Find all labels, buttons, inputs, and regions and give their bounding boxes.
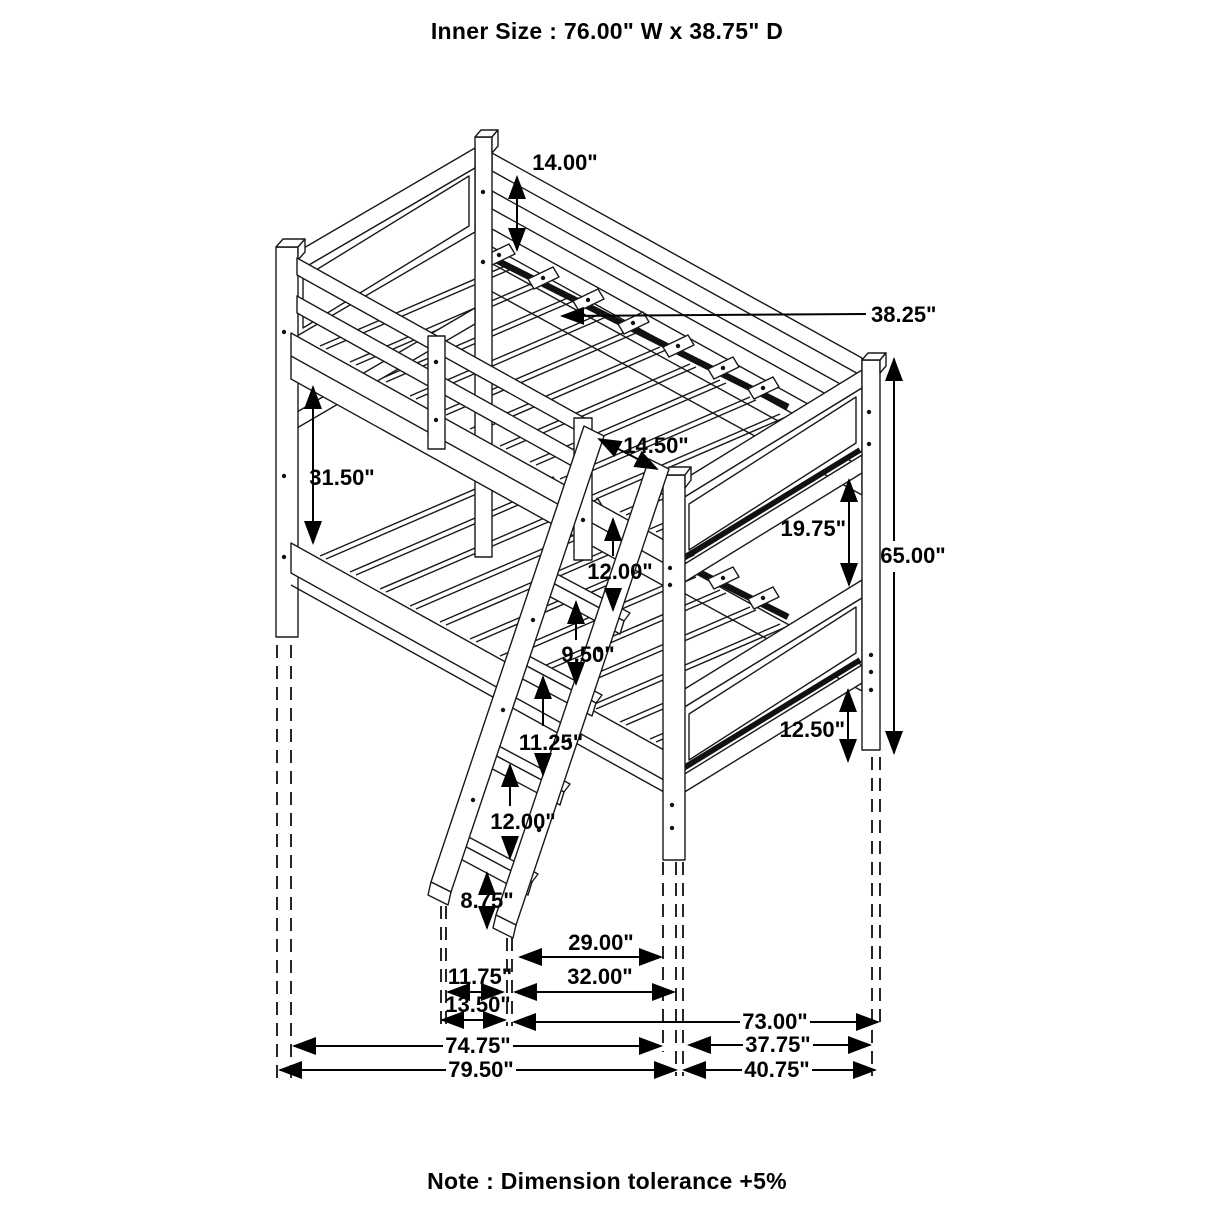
dim-end-depth-inner: [689, 1032, 870, 1057]
guard-mid-post: [428, 336, 445, 449]
dim-label-footboard-gap: 19.75": [780, 516, 846, 541]
dim-label-step-gap-top: 12.00": [587, 559, 653, 584]
dim-ladder-foot-outer-span: [442, 992, 511, 1020]
dim-label-ladder-foot-outer-span: 13.50": [445, 992, 511, 1017]
dim-ladder-foot-post-span: [515, 964, 674, 992]
dim-ladder-foot-inner-span: [448, 964, 512, 992]
dim-label-ladder-foot-offset: 29.00": [568, 930, 634, 955]
dim-ladder-foot-offset: [520, 930, 661, 957]
dim-overall-height: [880, 359, 945, 753]
dim-overall-depth: [684, 1057, 875, 1082]
tolerance-note: Note : Dimension tolerance +5%: [427, 1168, 787, 1194]
dim-frame-length: [514, 1009, 878, 1034]
dim-label-bunk-clearance: 31.50": [309, 465, 375, 490]
dim-label-overall-length: 79.50": [448, 1057, 514, 1082]
dim-ladder-width: [599, 433, 689, 469]
dim-label-slat-width: 38.25": [871, 302, 937, 327]
dim-label-step-gap-4: 12.00": [490, 809, 556, 834]
dim-label-guard-rail-height: 14.00": [532, 150, 598, 175]
dim-label-lower-rail-floor-height: 12.50": [779, 717, 845, 742]
dim-label-ladder-foot-inner-span: 11.75": [447, 964, 513, 989]
dim-label-length-to-ladder: 74.75": [445, 1033, 511, 1058]
dim-label-overall-height: 65.00": [880, 543, 946, 568]
dim-label-overall-depth: 40.75": [744, 1057, 810, 1082]
dim-label-step-gap-bottom: 8.75": [460, 888, 514, 913]
dim-label-frame-length: 73.00": [742, 1009, 808, 1034]
dim-label-end-depth-inner: 37.75": [745, 1032, 811, 1057]
dim-overall-length: [280, 1057, 676, 1082]
dim-label-step-gap-3: 11.25": [518, 730, 584, 755]
inner-size-title: Inner Size : 76.00" W x 38.75" D: [430, 18, 784, 44]
dim-label-ladder-width: 14.50": [623, 433, 689, 458]
dim-label-step-gap-2: 9.50": [561, 642, 615, 667]
dim-label-ladder-foot-post-span: 32.00": [567, 964, 633, 989]
dim-length-to-ladder: [294, 1033, 661, 1058]
